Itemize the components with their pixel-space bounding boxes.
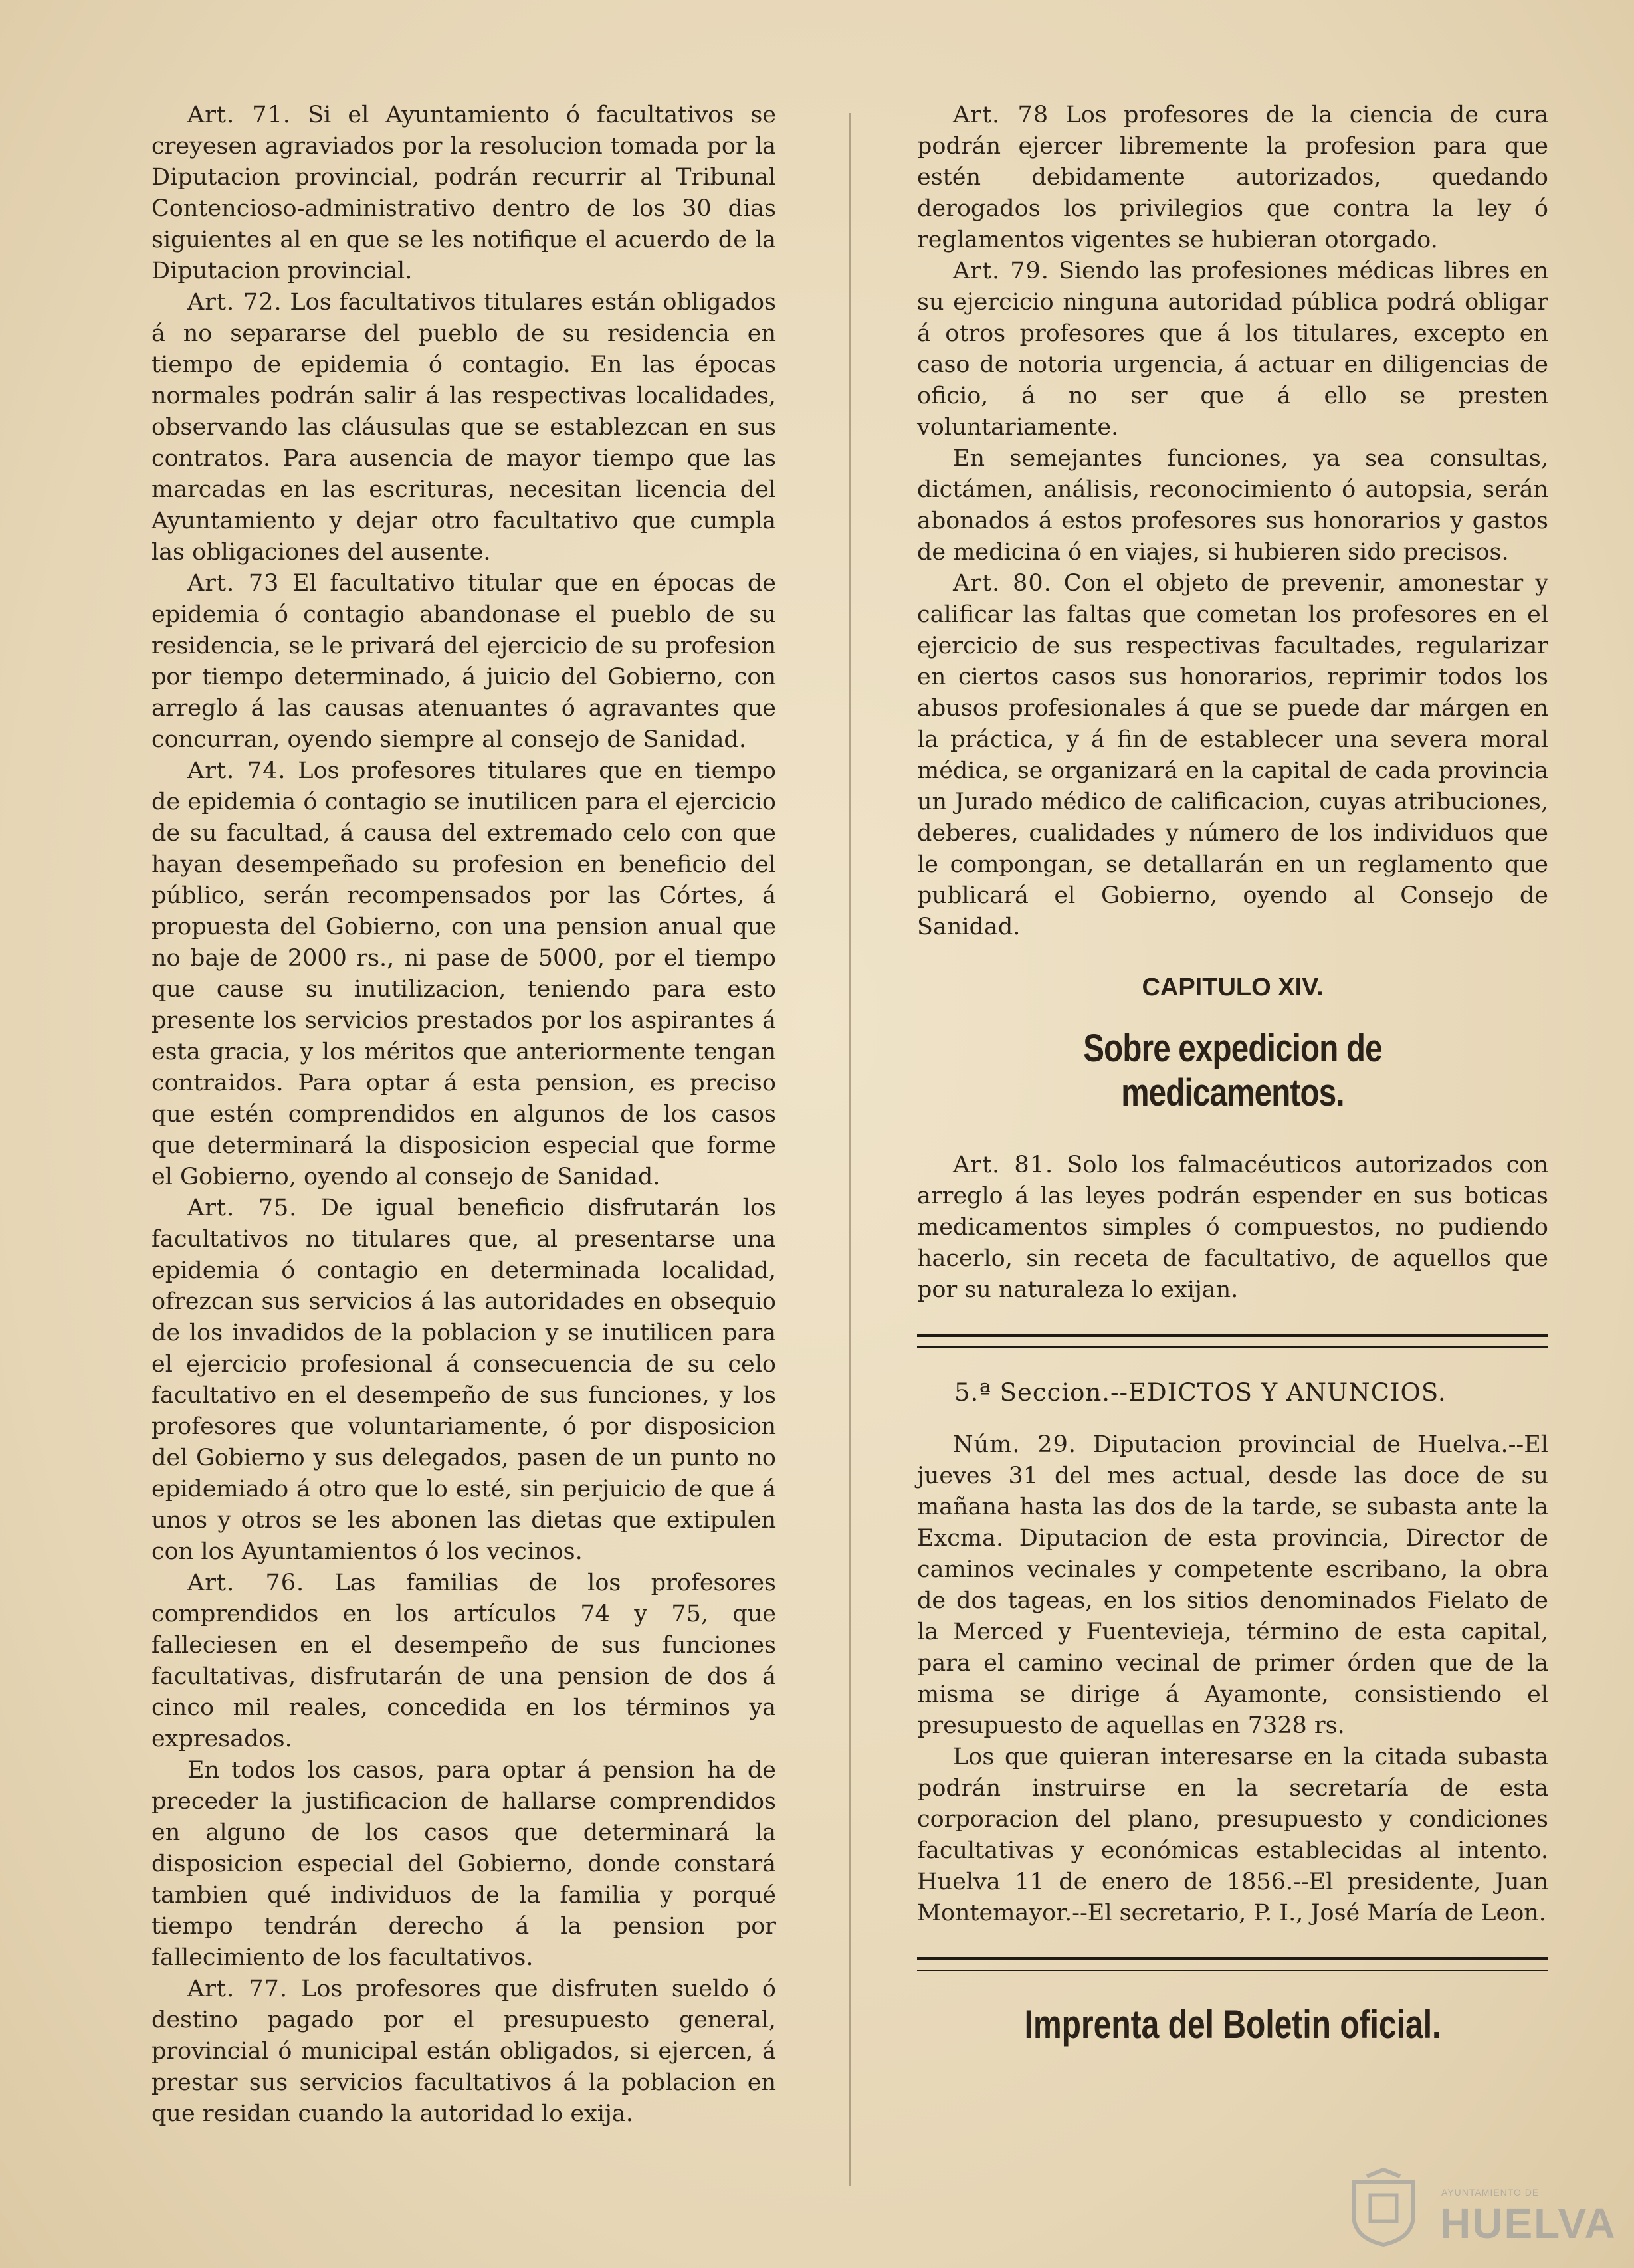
section-divider (917, 1334, 1548, 1348)
article-76: Art. 76. Las familias de los profesores comprendidos en los artículos 74 y 75, que falleciesen en el desempeño de sus funciones facultativas, disfrutarán de una pension de dos á cinco mil reales, concedida en los términos ya expresados. (152, 1570, 776, 1752)
chapter-heading: CAPITULO XIV. (1142, 974, 1324, 1001)
article-79: Art. 79. Siendo las profesiones médicas libres en su ejercicio ninguna autoridad pública podrá obligar á otros profesores que á los titulares, excepto en caso de notoria urgencia, á actuar en diligencias de oficio, á no ser que á ello se presten voluntariamente. (917, 258, 1548, 441)
section-heading: 5.ª Seccion.--EDICTOS Y ANUNCIOS. (954, 1378, 1447, 1407)
article-72: Art. 72. Los facultativos titulares están obligados á no separarse del pueblo de su residencia en tiempo de epidemia ó contagio. En las épocas normales podrán salir á las respectivas localidades, observando las cláusulas que se establezcan en sus contratos. Para ausencia de mayor tiempo que las marcadas en las escrituras, necesitan licencia del Ayuntamiento y dejar otro facultativo que cumpla las obligaciones del ausente. (152, 289, 776, 566)
left-column (152, 100, 776, 2130)
article-71: Art. 71. Si el Ayuntamiento ó facultativos se creyesen agraviados por la resolucion tomada por la Diputacion provincial, podrán recurrir al Tribunal Contencioso-administrativo dentro de los 30 dias siguientes al en que se les notifique el acuerdo de la Diputacion provincial. (152, 102, 776, 284)
chapter-title: Sobre expedicion de medicamentos. (1083, 1027, 1382, 1114)
imprint: Imprenta del Boletin oficial. (1024, 2002, 1441, 2047)
column-divider (849, 113, 851, 2186)
imprint-divider (917, 1957, 1548, 1971)
article-73: Art. 73 El facultativo titular que en épocas de epidemia ó contagio abandonase el pueblo de su residencia, se le privará del ejercicio de su profesion por tiempo determinado, á juicio del Gobierno, con arreglo á las causas atenuantes ó agravantes que concurran, oyendo siempre al consejo de Sanidad. (152, 570, 776, 753)
article-80: Art. 80. Con el objeto de prevenir, amonestar y calificar las faltas que cometan los profesores en el ejercicio de sus respectivas facultades, regularizar en ciertos casos sus honorarios, reprimir todos los abusos profesionales á que se puede dar márgen en la práctica, y á fin de establecer una severa moral médica, se organizará en la capital de cada provincia un Jurado médico de calificacion, cuyas atribuciones, deberes, cualidades y número de los individuos que le compongan, se detallarán en un reglamento que publicará el Gobierno, oyendo al Consejo de Sanidad. (917, 570, 1548, 940)
article-78: Art. 78 Los profesores de la ciencia de cura podrán ejercer libremente la profesion para que estén debidamente autorizados, quedando derogados los privilegios que contra la ley ó reglamentos vigentes se hubieran otorgado. (917, 102, 1549, 253)
right-column (917, 100, 1548, 2047)
stamp-subtext: AYUNTAMIENTO DE (1441, 2187, 1540, 2198)
article-74: Art. 74. Los profesores titulares que en tiempo de epidemia ó contagio se inutilicen para el ejercicio de su facultad, á causa del extremado celo con que hayan desempeñado su profesion en beneficio del público, serán recompensados por las Córtes, á propuesta del Gobierno, con una pension anual que no baje de 2000 rs., ni pase de 5000, por el tiempo que cause su inutilizacion, teniendo para esto presente los servicios prestados por los aspirantes á esta gracia, y los méritos que anteriormente tengan contraidos. Para optar á esta pension, es preciso que estén comprendidos en algunos de los casos que determinará la disposicion especial que forme el Gobierno, oyendo al consejo de Sanidad. (152, 758, 776, 1190)
article-76-continuation: En todos los casos, para optar á pension ha de preceder la justificacion de hallarse comprendidos en alguno de los casos que determinará la disposicion especial del Gobierno, donde constará tambien qué individuos de la familia y porqué tiempo tendrán derecho á la pension por fallecimiento de los facultativos. (152, 1757, 776, 1971)
article-79-continuation: En semejantes funciones, ya sea consultas, dictámen, análisis, reconocimiento ó autopsia, serán abonados á estos profesores sus honorarios y gastos de medicina ó en viajes, si hubieren sido precisos. (917, 445, 1548, 566)
article-77: Art. 77. Los profesores que disfruten sueldo ó destino pagado por el presupuesto general, provincial ó municipal están obligados, si ejercen, á prestar sus servicios facultativos á la poblacion en que residan cuando la autoridad lo exija. (152, 1976, 776, 2127)
stamp-text: HUELVA (1440, 2200, 1617, 2247)
notice-29: Núm. 29. Diputacion provincial de Huelva.--El jueves 31 del mes actual, desde las doce de su mañana hasta las dos de la tarde, se subasta ante la Excma. Diputacion de esta provincia, Director de caminos vecinales y competente escribano, la obra de dos tageas, en los sitios denominados Fielato de la Merced y Fuentevieja, término de esta capital, para el camino vecinal de primer órden que de la misma se dirige á Ayamonte, consistiendo el presupuesto de aquellas en 7328 rs. (917, 1431, 1548, 1739)
article-75: Art. 75. De igual beneficio disfrutarán los facultativos no titulares que, al presentarse una epidemia ó contagio en determinada localidad, ofrezcan sus servicios á las autoridades en obsequio de los invadidos de la poblacion y se inutilicen para el ejercicio profesional á consecuencia de su celo facultativo en el desempeño de sus funciones, y los profesores que voluntariamente, ó por disposicion del Gobierno y sus delegados, pasen de un punto no epidemiado á otro que lo esté, sin perjuicio de que á unos y otros se les abonen las dietas que extipulen con los Ayuntamientos ó los vecinos. (152, 1195, 776, 1565)
coat-of-arms-icon (1340, 2168, 1427, 2248)
archive-stamp (1340, 2168, 1617, 2248)
article-81: Art. 81. Solo los falmacéuticos autorizados con arreglo á las leyes podrán espender en sus boticas medicamentos simples ó compuestos, no pudiendo hacerlo, sin receta de facultativo, de aquellos que por su naturaleza lo exijan. (917, 1152, 1549, 1303)
notice-29-continuation: Los que quieran interesarse en la citada subasta podrán instruirse en la secretaría de esta corporacion del plano, presupuesto y condiciones facultativas y económicas establecidas al intento. Huelva 11 de enero de 1856.--El presidente, Juan Montemayor.--El secretario, P. I., José María de Leon. (917, 1744, 1548, 1926)
